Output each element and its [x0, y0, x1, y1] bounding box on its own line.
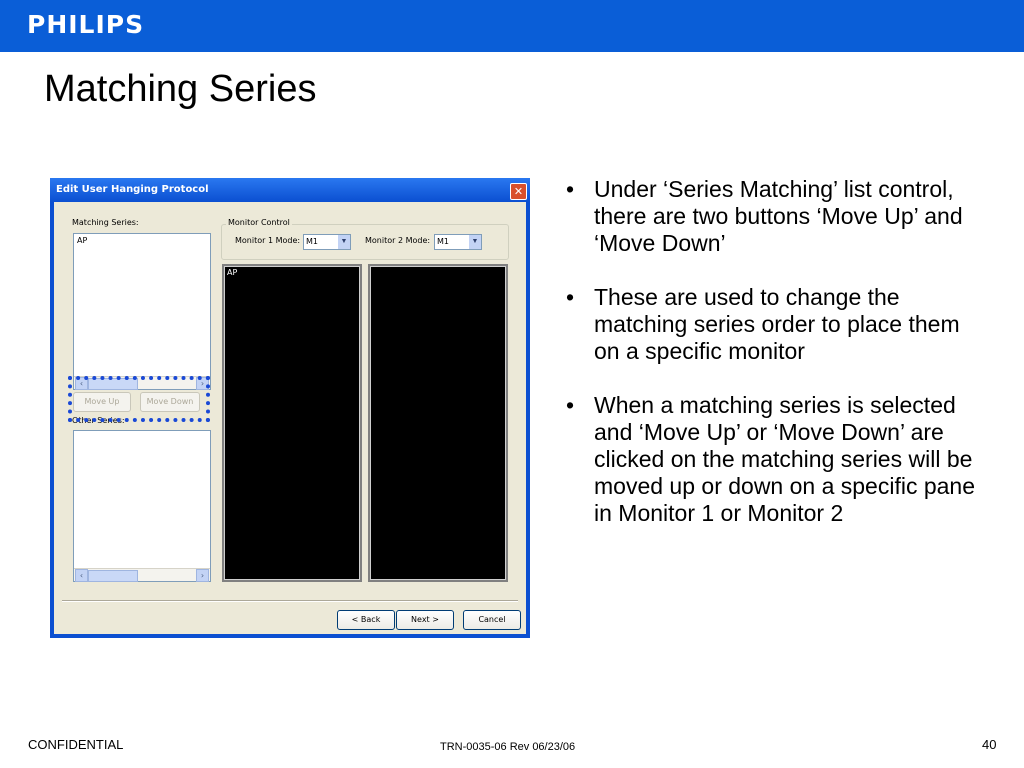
header-bar [0, 0, 1024, 52]
monitor2-mode-value: M1 [437, 237, 449, 246]
cancel-button[interactable]: Cancel [463, 610, 521, 630]
monitor1-mode-label: Monitor 1 Mode: [235, 236, 301, 245]
matching-series-list[interactable] [73, 233, 211, 390]
move-buttons-highlight [68, 376, 210, 422]
chevron-left-icon[interactable]: ‹ [75, 377, 88, 390]
next-button[interactable]: Next > [396, 610, 454, 630]
page-number: 40 [982, 737, 997, 752]
other-series-list[interactable] [73, 430, 211, 582]
close-icon[interactable]: ✕ [510, 183, 527, 200]
dialog-title: Edit User Hanging Protocol [56, 184, 209, 195]
document-revision: TRN-0035-06 Rev 06/23/06 [440, 741, 576, 753]
chevron-down-icon[interactable]: ▼ [469, 235, 481, 249]
chevron-down-icon[interactable]: ▼ [338, 235, 350, 249]
chevron-left-icon[interactable]: ‹ [75, 569, 88, 582]
monitor1-mode-value: M1 [306, 237, 318, 246]
bullet-item: • Under ‘Series Matching’ list control, there are two buttons ‘Move Up’ and ‘Move Down’ [566, 176, 986, 257]
monitor2-pane[interactable] [368, 264, 508, 582]
chevron-right-icon[interactable]: › [196, 569, 209, 582]
scroll-thumb[interactable] [88, 570, 138, 582]
bullet-item: • These are used to change the matching series order to place them on a specific monitor [566, 284, 986, 365]
move-down-button[interactable]: Move Down [140, 392, 200, 412]
monitor1-mode-select[interactable] [303, 234, 351, 250]
matching-series-label: Matching Series: [72, 218, 139, 227]
dialog-separator [62, 600, 518, 602]
move-up-button[interactable]: Move Up [73, 392, 131, 412]
dialog-titlebar [50, 178, 530, 202]
monitor2-mode-select[interactable] [434, 234, 482, 250]
confidential-label: CONFIDENTIAL [28, 737, 124, 752]
other-series-label: Other Series: [72, 416, 125, 425]
bullet-item: • When a matching series is selected and ‘Move Up’ or ‘Move Down’ are clicked on the matching series will be moved up or down on a specific pane in Monitor 1 or Monitor 2 [566, 392, 986, 527]
bullet-list [566, 176, 986, 554]
back-button[interactable]: < Back [337, 610, 395, 630]
other-series-hscroll[interactable] [74, 568, 210, 581]
monitor-control-label: Monitor Control [228, 218, 290, 227]
monitor2-mode-label: Monitor 2 Mode: [365, 236, 431, 245]
list-item[interactable]: AP [77, 236, 88, 245]
chevron-right-icon[interactable]: › [196, 377, 209, 390]
slide-title: Matching Series [44, 68, 317, 110]
pane-label: AP [227, 268, 238, 277]
philips-logo: PHILIPS [27, 10, 145, 39]
monitor1-pane[interactable] [222, 264, 362, 582]
